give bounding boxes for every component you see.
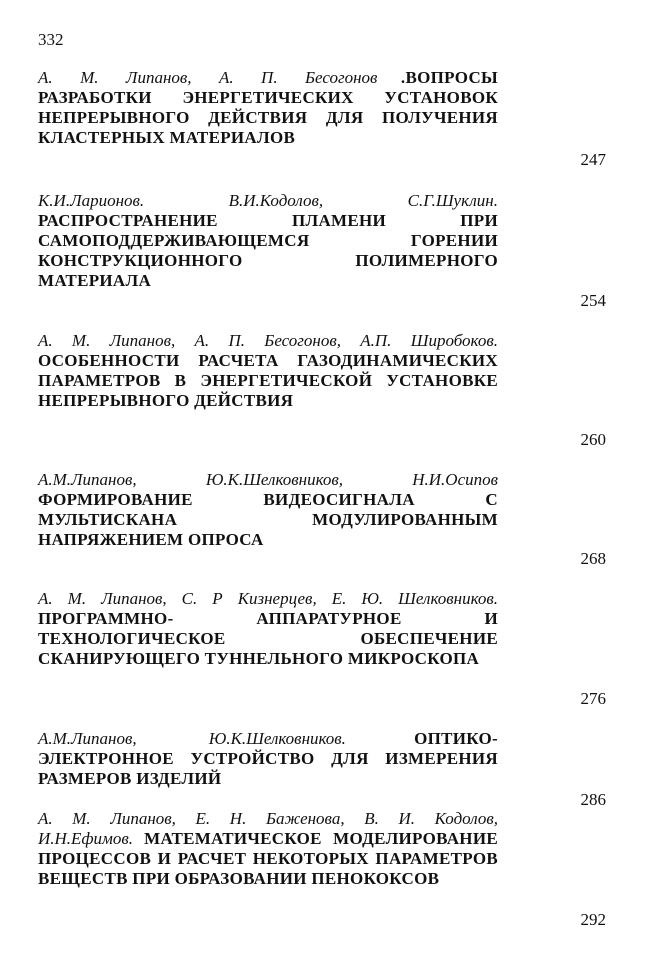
entry-authors: А. М. Липанов, Е. Н. Баженова, В. И. Кодолов, И.Н.Ефимов. xyxy=(38,809,498,848)
page-number: 332 xyxy=(38,30,64,49)
entry-authors: А. М. Липанов, А. П. Бесогонов, А.П. Широбоков. xyxy=(38,331,498,350)
entry-page-ref: 276 xyxy=(580,689,606,708)
entry-page-ref: 254 xyxy=(580,291,606,310)
entry-page-ref: 260 xyxy=(580,430,606,449)
toc-entry xyxy=(38,68,498,148)
entry-title: МАТЕМАТИЧЕСКОЕ МОДЕЛИРОВАНИЕ ПРОЦЕССОВ И РАСЧЕТ НЕКОТОРЫХ ПАРАМЕТРОВ ВЕЩЕСТВ ПРИ ОБРАЗОВАНИИ ПЕНОКОКСОВ xyxy=(38,829,498,888)
entry-title: ОСОБЕННОСТИ РАСЧЕТА ГАЗОДИНАМИЧЕСКИХ ПАРАМЕТРОВ В ЭНЕРГЕТИЧЕСКОЙ УСТАНОВКЕ НЕПРЕРЫВНОГО ДЕЙСТВИЯ xyxy=(38,351,498,410)
entry-authors: А.М.Липанов, Ю.К.Шелковников. xyxy=(38,729,346,748)
toc-entry xyxy=(38,191,498,291)
entry-title: ОПТИКО-ЭЛЕКТРОННОЕ УСТРОЙСТВО ДЛЯ ИЗМЕРЕНИЯ РАЗМЕРОВ ИЗДЕЛИЙ xyxy=(38,729,498,788)
entry-page-ref: 292 xyxy=(580,910,606,929)
entry-page-ref: 247 xyxy=(580,150,606,169)
toc-entry xyxy=(38,589,498,669)
entry-authors: А.М.Липанов, Ю.К.Шелковников, Н.И.Осипов xyxy=(38,470,498,489)
entry-page-ref: 268 xyxy=(580,549,606,568)
entry-title: ФОРМИРОВАНИЕ ВИДЕОСИГНАЛА С МУЛЬТИСКАНА МОДУЛИРОВАННЫМ НАПРЯЖЕНИЕМ ОПРОСА xyxy=(38,490,498,549)
toc-entry xyxy=(38,809,498,889)
entry-title: ПРОГРАММНО- АППАРАТУРНОЕ И ТЕХНОЛОГИЧЕСКОЕ ОБЕСПЕЧЕНИЕ СКАНИРУЮЩЕГО ТУННЕЛЬНОГО МИКРОСКОПА xyxy=(38,609,498,668)
toc-entry xyxy=(38,331,498,411)
toc-entry xyxy=(38,729,498,789)
entry-authors: А. М. Липанов, С. Р Кизнерцев, Е. Ю. Шелковников. xyxy=(38,589,498,608)
entry-authors: А. М. Липанов, А. П. Бесогонов xyxy=(38,68,378,87)
entry-page-ref: 286 xyxy=(580,790,606,809)
entry-title: .ВОПРОСЫ РАЗРАБОТКИ ЭНЕРГЕТИЧЕСКИХ УСТАНОВОК НЕПРЕРЫВНОГО ДЕЙСТВИЯ ДЛЯ ПОЛУЧЕНИЯ КЛАСТЕРНЫХ МАТЕРИАЛОВ xyxy=(38,68,499,147)
entry-title: РАСПРОСТРАНЕНИЕ ПЛАМЕНИ ПРИ САМОПОДДЕРЖИВАЮЩЕМСЯ ГОРЕНИИ КОНСТРУКЦИОННОГО ПОЛИМЕРНОГО МАТЕРИАЛА xyxy=(38,211,498,290)
toc-entry xyxy=(38,470,498,550)
entry-authors: К.И.Ларионов. В.И.Кодолов, С.Г.Шуклин. xyxy=(38,191,498,210)
